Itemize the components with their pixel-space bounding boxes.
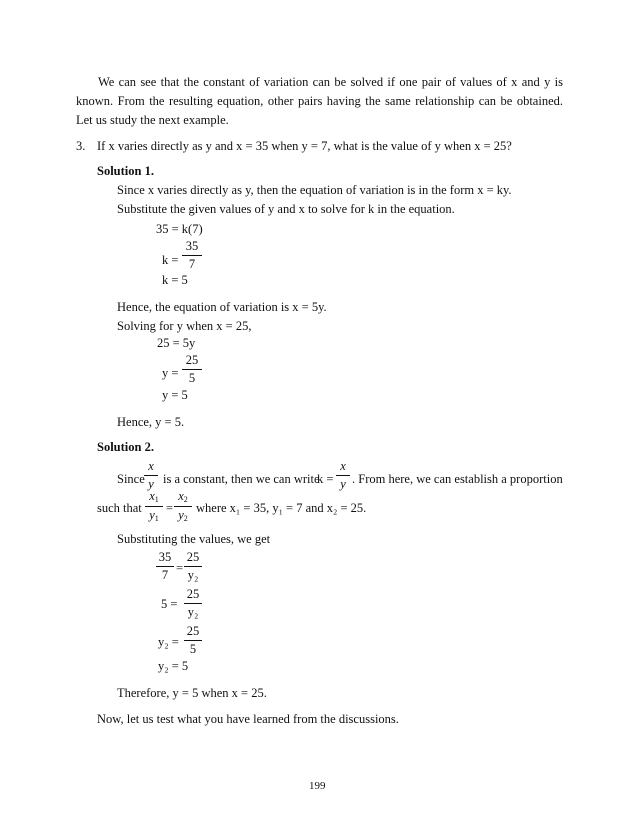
fraction-x1-over-y1: $x_1$ $y_1$ — [145, 490, 163, 523]
intro-line-2: known. From the resulting equation, other pairs having the same relationship can be obtained. — [76, 94, 563, 108]
fraction-25-over-y2: 25 y₂ — [184, 551, 202, 581]
equation-y-5: y = 5 — [162, 388, 188, 402]
therefore-line: Therefore, y = 5 when x = 25. — [117, 686, 267, 700]
solution-1-line-4: Solving for y when x = 25, — [117, 319, 252, 333]
fraction-x2-over-y2: $x_2$ $y_2$ — [174, 490, 192, 523]
intro-line-1: We can see that the constant of variation can be solved if one pair of values of x and y is — [98, 75, 563, 89]
e1-equals: = — [176, 561, 184, 575]
fraction-35-over-7: 35 7 — [182, 240, 202, 270]
e3-lhs: y₂ = — [158, 635, 179, 649]
equation-y2-5: y₂ = 5 — [158, 659, 189, 673]
equation-k-5: k = 5 — [162, 273, 188, 287]
solution-1-line-3: Hence, the equation of variation is x = 5y. — [117, 300, 327, 314]
fraction-k-x-over-y: x y — [336, 460, 350, 490]
problem-number: 3. — [76, 139, 86, 153]
such-that: such that — [97, 501, 142, 515]
k-equals: k = — [317, 472, 334, 486]
e2-lhs: 5 = — [161, 597, 178, 611]
since-word: Since — [117, 472, 145, 486]
solution-1-line-1: Since x varies directly as y, then the equation of variation is in the form x = ky. — [117, 183, 512, 197]
equation-35-k7: 35 = k(7) — [156, 222, 203, 236]
constant-text: is a constant, then we can write — [163, 472, 320, 486]
solution-1-line-5: Hence, y = 5. — [117, 415, 185, 429]
substituting-line: Substituting the values, we get — [117, 532, 271, 546]
problem-text: If x varies directly as y and x = 35 when y = 7, what is the value of y when x = 25? — [97, 139, 512, 153]
fraction-25-over-y2-b: 25 y₂ — [184, 588, 202, 618]
solution-1-line-2: Substitute the given values of y and x to solve for k in the equation. — [117, 202, 455, 216]
where-values: where x₁ = 35, y₁ = 7 and x₂ = 25. — [196, 501, 367, 515]
equation-y-lhs: y = — [162, 366, 179, 380]
proportion-equals: = — [166, 501, 174, 515]
proportion-text: . From here, we can establish a proportion — [352, 472, 563, 486]
page-number: 199 — [309, 780, 326, 792]
equation-25-5y: 25 = 5y — [157, 336, 196, 350]
fraction-25-over-5-b: 25 5 — [184, 625, 202, 655]
solution-2-heading: Solution 2. — [97, 440, 154, 454]
equation-k-lhs: k = — [162, 253, 179, 267]
fraction-x-over-y: x y — [144, 460, 158, 490]
closing-line: Now, let us test what you have learned from the discussions. — [97, 712, 399, 726]
fraction-35-over-7-b: 35 7 — [156, 551, 174, 581]
intro-line-3: Let us study the next example. — [76, 113, 229, 127]
solution-1-heading: Solution 1. — [97, 164, 154, 178]
fraction-25-over-5: 25 5 — [182, 354, 202, 384]
